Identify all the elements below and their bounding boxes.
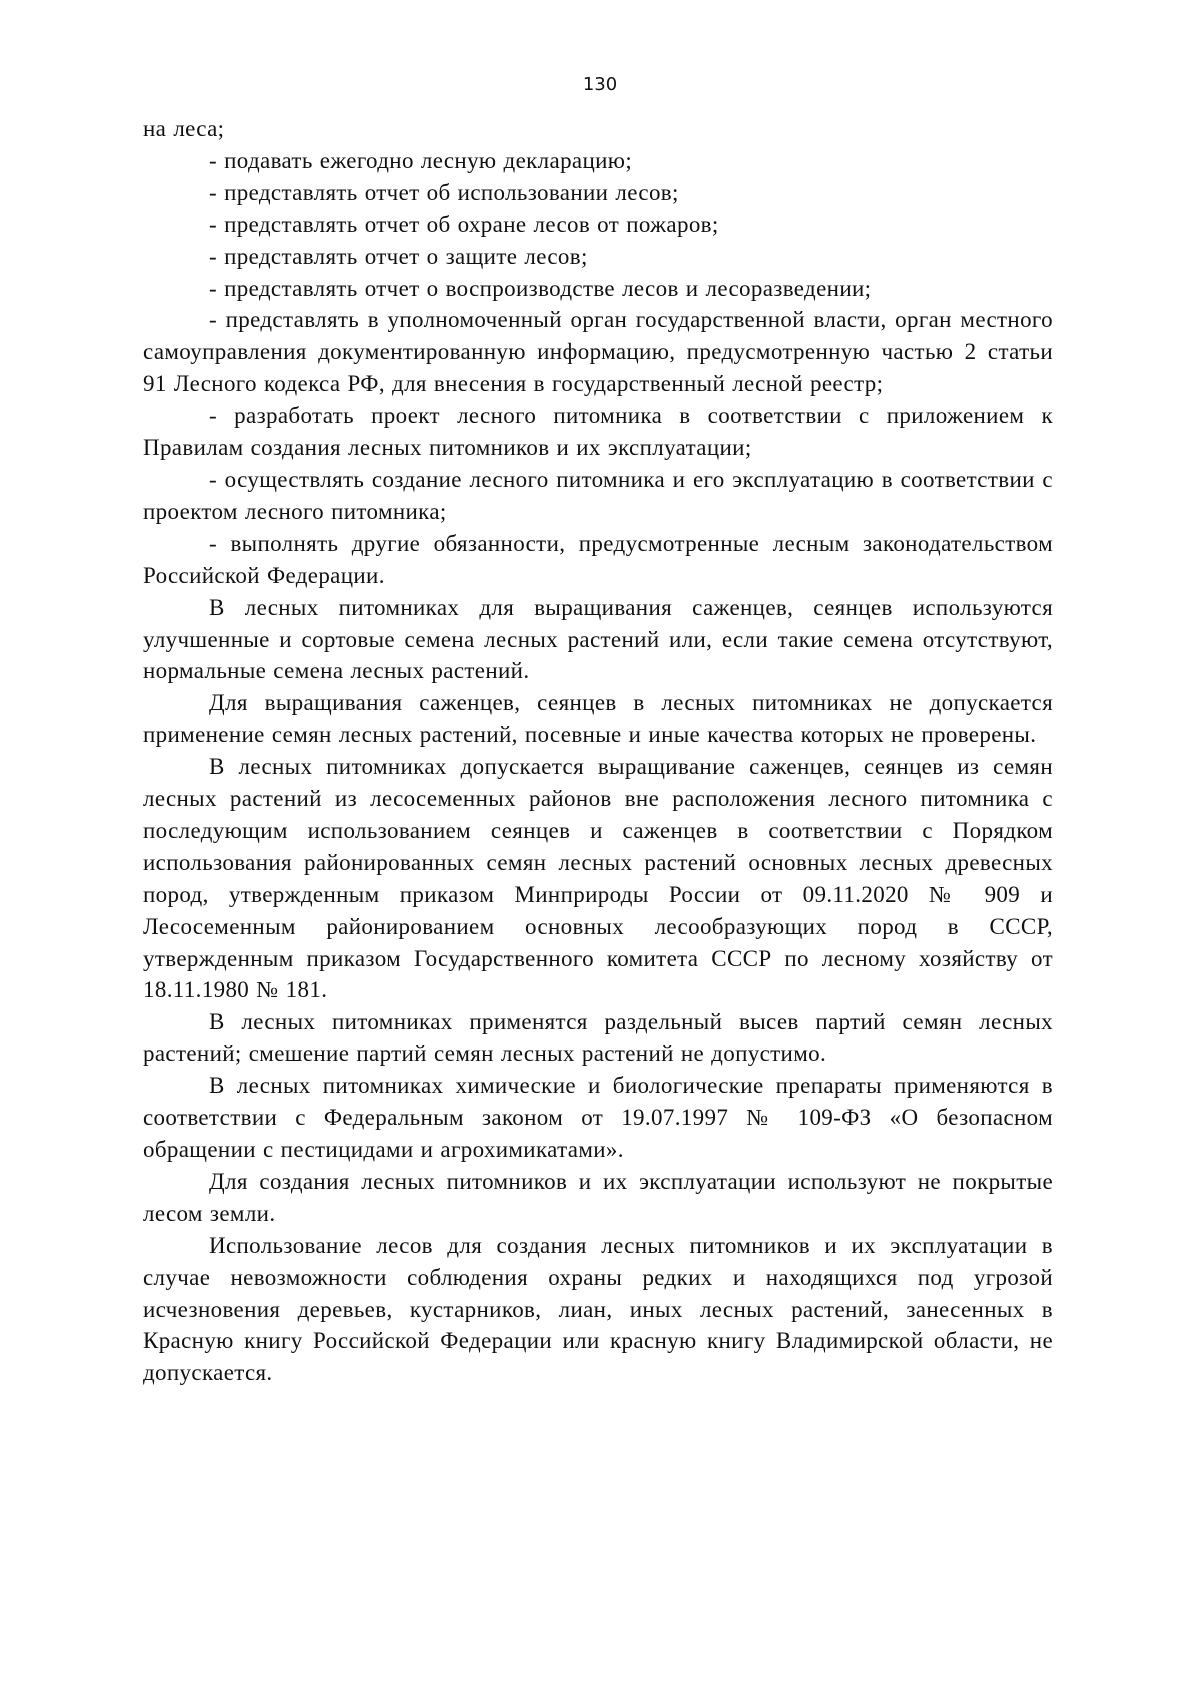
document-body (143, 113, 1053, 1389)
paragraph-separate-sowing: В лесных питомниках применятся раздельный высев партий семян лесных растений; смешение партий семян лесных растений не допустимо. (143, 1009, 1053, 1067)
list-item-fire-report: - представлять отчет об охране лесов от пожаров; (209, 211, 719, 237)
list-item-declaration: - подавать ежегодно лесную декларацию; (209, 147, 633, 173)
list-item-registry-info: - представлять в уполномоченный орган государственной власти, орган местного самоуправления документированную информацию, предусмотренную частью 2 статьи 91 Лесного кодекса РФ, для внесения в государственный лесной реестр; (143, 307, 1053, 397)
paragraph-seeds-unchecked: Для выращивания саженцев, сеянцев в лесных питомниках не допускается применение семян лесных растений, посевные и иные качества которых не проверены. (143, 690, 1053, 748)
list-item-protection-report: - представлять отчет о защите лесов; (209, 243, 588, 269)
list-item-reproduction-report: - представлять отчет о воспроизводстве лесов и лесоразведении; (209, 275, 872, 301)
paragraph-seeds-quality: В лесных питомниках для выращивания саженцев, сеянцев используются улучшенные и сортовые семена лесных растений или, если такие семена отсутствуют, нормальные семена лесных растений. (143, 594, 1053, 684)
paragraph-chemicals: В лесных питомниках химические и биологические препараты применяются в соответствии с Федеральным законом от 19.07.1997 № 109-ФЗ «О безопасном обращении с пестицидами и агрохимикатами». (143, 1073, 1053, 1162)
list-item-usage-report: - представлять отчет об использовании лесов; (209, 179, 679, 205)
page-number: 130 (582, 74, 618, 95)
list-item-nursery-operation: - осуществлять создание лесного питомника и его эксплуатацию в соответствии с проектом лесного питомника; (143, 466, 1053, 524)
paragraph-red-book: Использование лесов для создания лесных питомников и их эксплуатации в случае невозможности соблюдения охраны редких и находящихся под угрозой исчезновения деревьев, кустарников, лиан, иных лесных растений, занесенных в Красную книгу Российской Федерации или красную книгу Владимирской области, не допускается. (143, 1232, 1053, 1386)
paragraph-continuation: на леса; (143, 116, 225, 141)
list-item-nursery-project: - разработать проект лесного питомника в соответствии с приложением к Правилам создания лесных питомников и их эксплуатации; (143, 403, 1053, 461)
list-item-other-duties: - выполнять другие обязанности, предусмотренные лесным законодательством Российской Федерации. (143, 530, 1053, 588)
paragraph-land-use: Для создания лесных питомников и их эксплуатации используют не покрытые лесом земли. (143, 1168, 1053, 1226)
paragraph-seed-regions: В лесных питомниках допускается выращивание саженцев, сеянцев из семян лесных растений из лесосеменных районов вне расположения лесного питомника с последующим использованием сеянцев и саженцев в соответствии с Порядком использования районированных семян лесных растений основных лесных древесных пород, утвержденным приказом Минприроды России от 09.11.2020 № 909 и Лесосеменным районированием основных лесообразующих пород в СССР, утвержденным приказом Государственного комитета СССР по лесному хозяйству от 18.11.1980 № 181. (143, 754, 1053, 1003)
